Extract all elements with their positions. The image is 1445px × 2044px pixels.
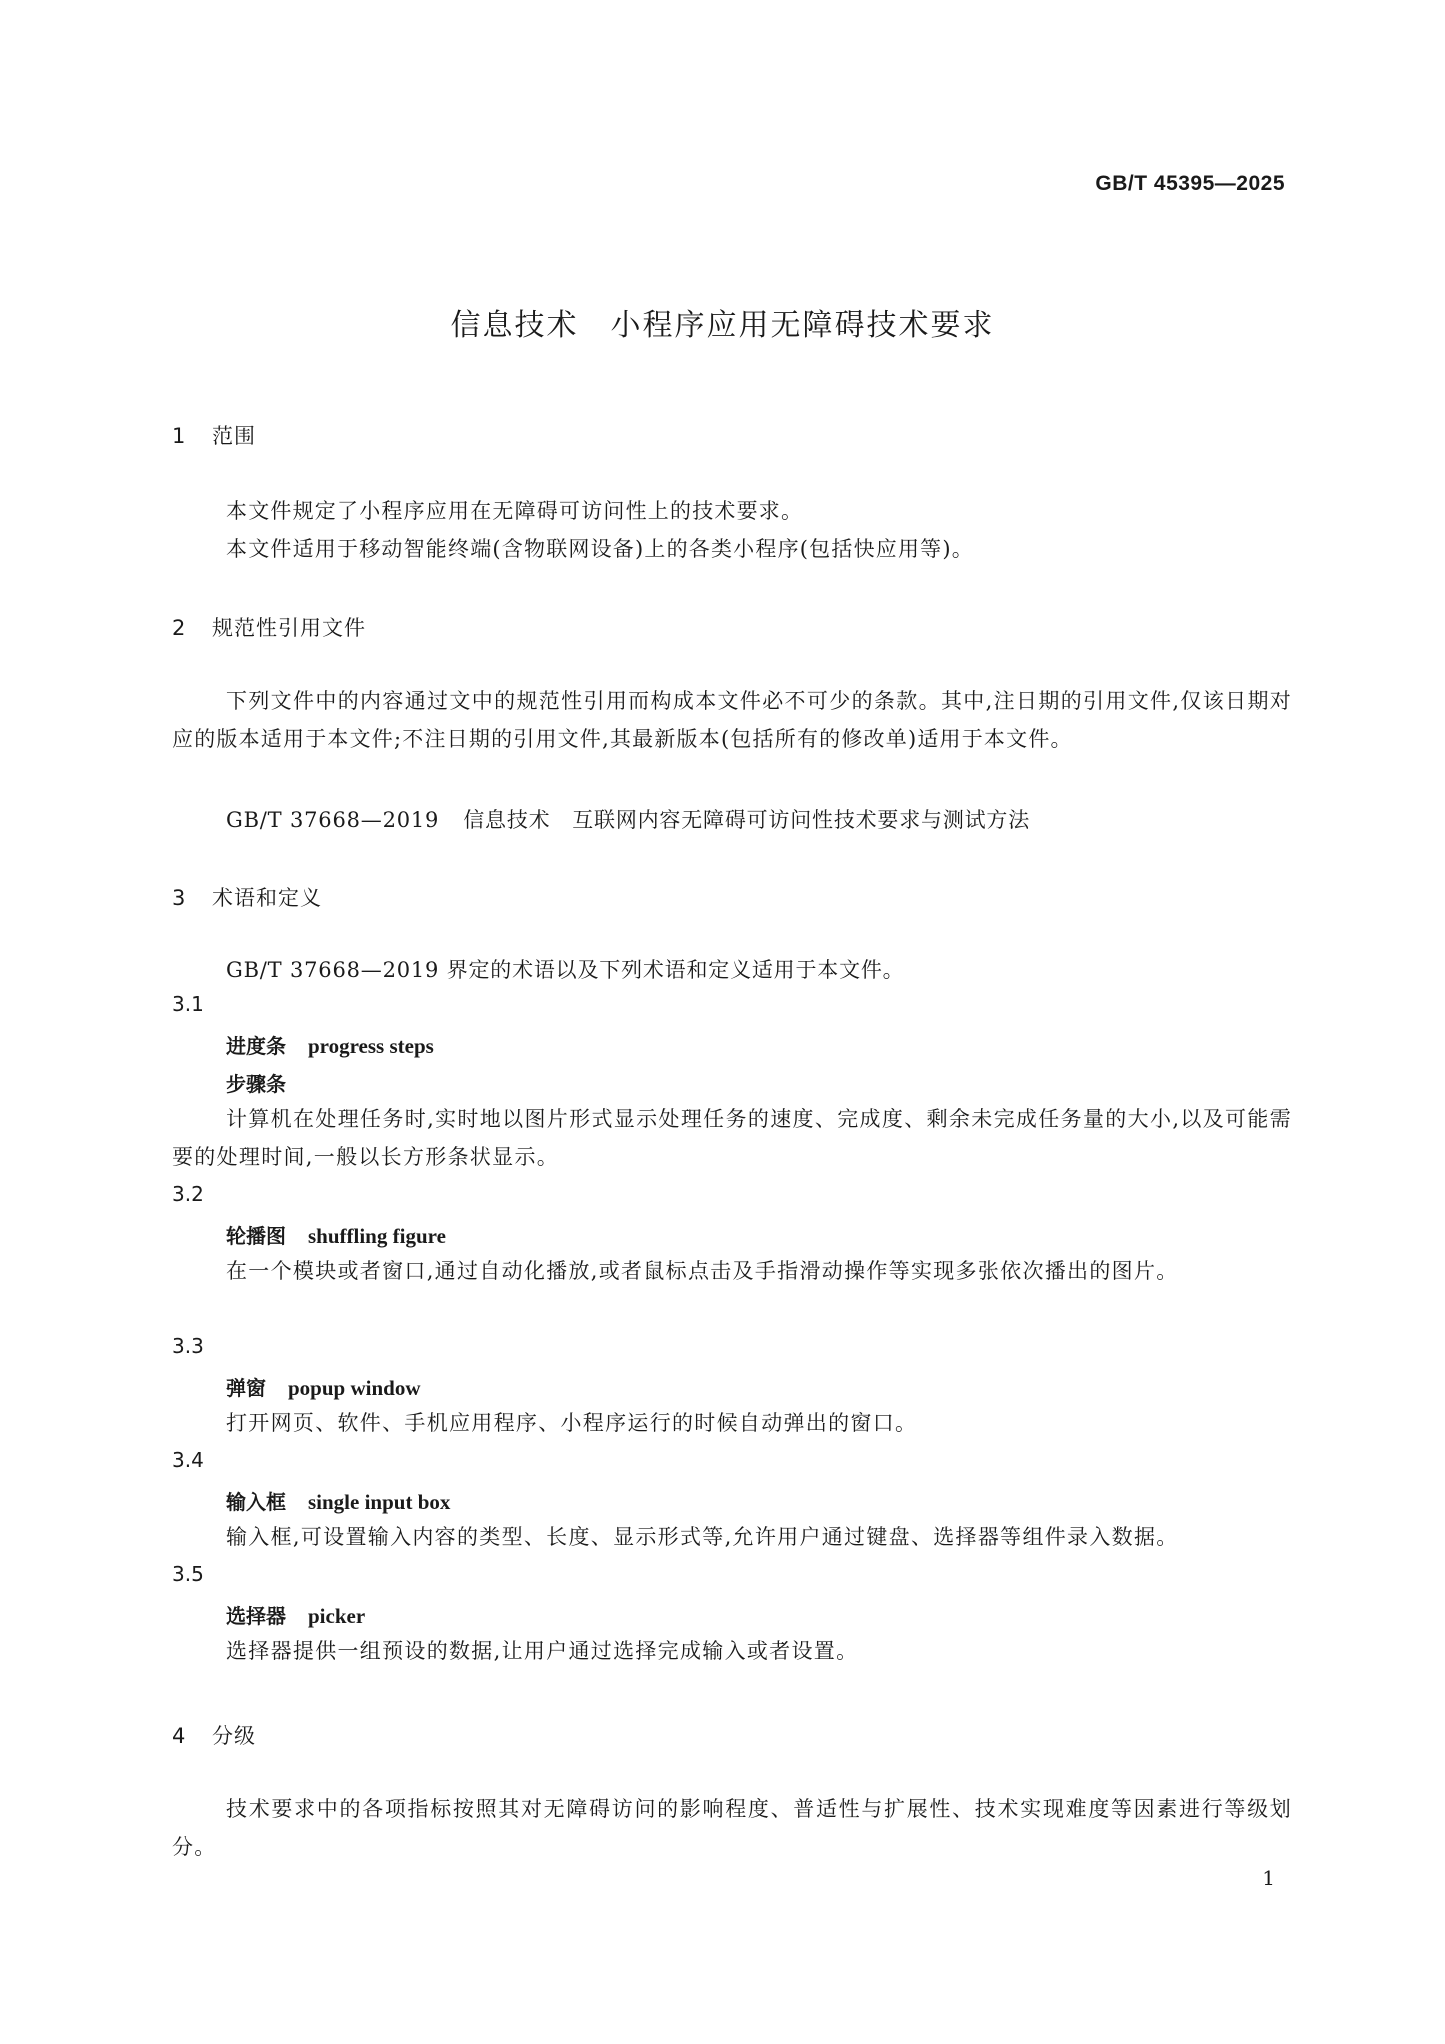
reference-code: GB/T 37668—2019 [226, 808, 440, 832]
section-2-number: 2 [172, 616, 187, 640]
section-1-title: 范围 [212, 424, 256, 448]
normative-reference [226, 804, 1030, 834]
term-en: picker [308, 1604, 366, 1628]
term-heading [226, 1600, 365, 1629]
term-zh: 进度条 [226, 1034, 286, 1058]
section-3-title: 术语和定义 [212, 886, 322, 910]
term-definition: 在一个模块或者窗口,通过自动化播放,或者鼠标点击及手指滑动操作等实现多张依次播出的图片。 [226, 1259, 1179, 1283]
term-zh: 轮播图 [226, 1224, 286, 1248]
term-definition: 选择器提供一组预设的数据,让用户通过选择完成输入或者设置。 [226, 1639, 859, 1663]
term-zh: 输入框 [226, 1490, 286, 1514]
term-heading [226, 1486, 450, 1515]
term-heading [226, 1030, 434, 1059]
section-2-paragraph: 下列文件中的内容通过文中的规范性引用而构成本文件必不可少的条款。其中,注日期的引用文件,仅该日期对应的版本适用于本文件;不注日期的引用文件,其最新版本(包括所有的修改单)适用于本文件。 [172, 689, 1292, 751]
term-zh: 弹窗 [226, 1376, 266, 1400]
term-number: 3.4 [172, 1448, 204, 1472]
term-alt: 步骤条 [226, 1072, 286, 1096]
section-2-heading [172, 612, 366, 642]
reference-title: 信息技术 互联网内容无障碍可访问性技术要求与测试方法 [463, 808, 1031, 832]
term-number: 3.1 [172, 992, 204, 1016]
page-number: 1 [1262, 1866, 1275, 1890]
term-heading [226, 1220, 446, 1249]
term-number: 3.5 [172, 1562, 204, 1586]
section-3-heading [172, 882, 322, 912]
document-title: 信息技术 小程序应用无障碍技术要求 [450, 308, 995, 343]
section-1-paragraph-2: 本文件适用于移动智能终端(含物联网设备)上的各类小程序(包括快应用等)。 [226, 537, 974, 561]
term-en: single input box [308, 1490, 451, 1514]
section-1-heading [172, 420, 256, 450]
section-4-number: 4 [172, 1724, 187, 1748]
section-4-paragraph: 技术要求中的各项指标按照其对无障碍访问的影响程度、普适性与扩展性、技术实现难度等因素进行等级划分。 [172, 1797, 1292, 1859]
term-definition: 输入框,可设置输入内容的类型、长度、显示形式等,允许用户通过键盘、选择器等组件录入数据。 [226, 1525, 1179, 1549]
term-definition: 打开网页、软件、手机应用程序、小程序运行的时候自动弹出的窗口。 [226, 1411, 918, 1435]
section-3-intro: GB/T 37668—2019 界定的术语以及下列术语和定义适用于本文件。 [226, 958, 905, 982]
section-4-heading [172, 1720, 256, 1750]
term-number: 3.3 [172, 1334, 204, 1358]
section-4-title: 分级 [212, 1724, 256, 1748]
section-2-title: 规范性引用文件 [212, 616, 366, 640]
section-1-number: 1 [172, 424, 187, 448]
term-definition: 计算机在处理任务时,实时地以图片形式显示处理任务的速度、完成度、剩余未完成任务量的大小,以及可能需要的处理时间,一般以长方形条状显示。 [172, 1107, 1292, 1169]
term-en: progress steps [308, 1034, 434, 1058]
term-zh: 选择器 [226, 1604, 286, 1628]
term-en: shuffling figure [308, 1224, 446, 1248]
term-heading [226, 1372, 421, 1401]
term-number: 3.2 [172, 1182, 204, 1206]
term-en: popup window [288, 1376, 421, 1400]
standard-number: GB/T 45395—2025 [1095, 172, 1285, 195]
section-1-paragraph-1: 本文件规定了小程序应用在无障碍可访问性上的技术要求。 [226, 499, 804, 523]
section-3-number: 3 [172, 886, 187, 910]
